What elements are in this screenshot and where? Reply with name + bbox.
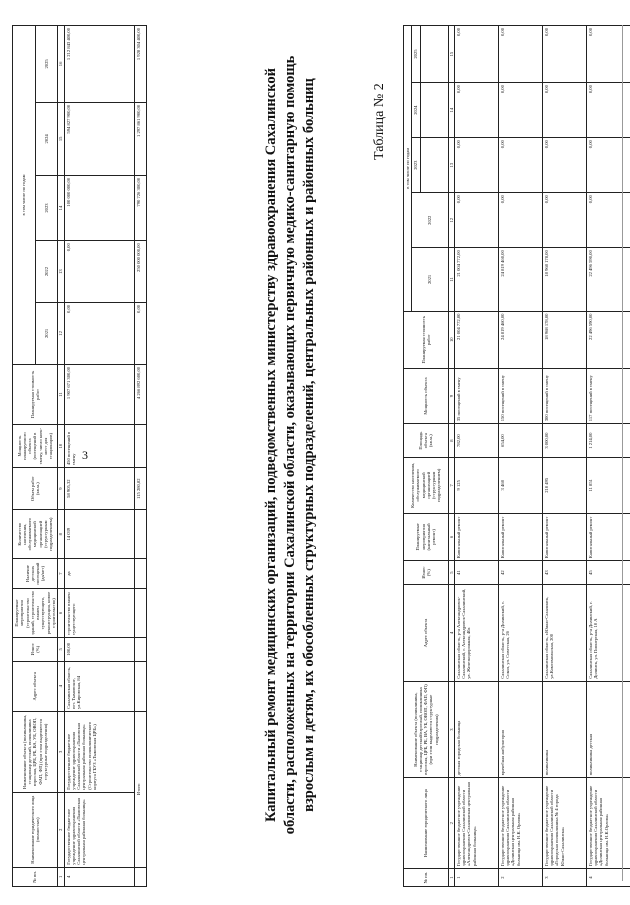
cell-total-2023: 790 726 300,00	[134, 175, 146, 240]
cell-y2021: 24 819 460,00	[498, 248, 542, 311]
cell-y2025: 0,00	[498, 26, 542, 83]
col-2023: 2023	[412, 138, 420, 193]
cell-object: детская городская больница	[454, 681, 498, 778]
col-wear: Износ (%)	[13, 638, 58, 662]
cell-children: да	[64, 559, 134, 589]
column-index-cell: 15	[58, 102, 64, 175]
cell-y2022: 0,00	[586, 193, 630, 248]
cell-capacity: 117 посещений в смену	[586, 368, 630, 423]
cell-area: 1 214,00	[586, 424, 630, 458]
cell-wear: 43	[542, 561, 586, 585]
col-num: № пп.	[404, 869, 449, 887]
col-population: Количество населения, обслуживаемого медицинской организацией (структурным подразделением)	[13, 510, 58, 559]
cell-y2021: 18 968 178,00	[542, 248, 586, 311]
cell-y2024: 0,00	[586, 83, 630, 138]
column-index-cell: 6	[448, 513, 454, 561]
cell-capacity: 300 посещений в смену	[542, 368, 586, 423]
cell-object: поликлиника детская	[586, 681, 630, 778]
column-index-cell: 5	[58, 638, 64, 662]
col-2025: 2025	[35, 26, 58, 103]
col-2025: 2025	[412, 26, 420, 83]
cell-cost: 24 819 460,00	[498, 311, 542, 368]
table-row	[454, 26, 498, 887]
col-by-years: в том числе по годам	[13, 26, 36, 365]
cell-total-2022: 250 000 000,00	[134, 241, 146, 303]
cell-num: 2	[498, 869, 542, 887]
cell-y2025: 0,00	[454, 26, 498, 83]
page-number: 3	[82, 448, 88, 462]
cell-cost: 21 004 772,00	[454, 311, 498, 368]
cell-y2021: 22 496 590,00	[586, 248, 630, 311]
col-by-years: в том числе по годам	[404, 26, 412, 312]
col-volume: Объем работ (кв.м.)	[13, 468, 58, 510]
cell-population: 11 851	[586, 458, 630, 514]
column-index-cell: 9	[448, 368, 454, 423]
col-legal-entity: Наименование юридического лица (полностью)	[13, 792, 58, 867]
column-index-cell: 13	[448, 138, 454, 193]
cell-legal: Государственное бюджетное учреждение здравоохранения Сахалинской области «Долинская центральная районная больница им. Н.К.Орлова»	[586, 778, 630, 869]
column-index-cell: 8	[58, 510, 64, 559]
cell-y2025: 0,00	[586, 26, 630, 83]
column-index-cell: 7	[448, 458, 454, 514]
column-index-cell: 1	[58, 867, 64, 886]
cell-object: поликлиника	[542, 681, 586, 778]
cell-area: 782,00	[454, 424, 498, 458]
cell-empty	[134, 510, 146, 559]
cell-y2022: 0,00	[498, 193, 542, 248]
cell-population: 210 495	[542, 458, 586, 514]
col-address: Адрес объекта	[404, 585, 449, 682]
col-cost: Планируемая стоимость работ	[404, 311, 449, 368]
cell-2024: 594 827 900,00	[64, 102, 134, 175]
cell-legal: Государственное бюджетное учреждение здравоохранения Сахалинской области «Александровск-Сахалинская центральная районная больница»	[454, 778, 498, 869]
cell-wear: 42	[498, 561, 542, 585]
column-index-cell: 9	[58, 468, 64, 510]
table-row	[64, 26, 134, 887]
cell-empty	[420, 138, 448, 193]
cell-legal: Государственное бюджетное учреждение здравоохранения Сахалинской области «Долинская центральная районная больница им. Н.К. Орлова»	[498, 778, 542, 869]
table-row	[586, 26, 630, 887]
col-capacity: Мощность объекта	[404, 368, 449, 423]
cell-num: 4	[586, 869, 630, 887]
column-index-cell: 11	[448, 248, 454, 311]
column-index-cell: 13	[58, 241, 64, 303]
cell-capacity: 150 посещений в смену	[498, 368, 542, 423]
cell-num: 4	[64, 867, 134, 886]
cell-wear: 41	[454, 561, 498, 585]
col-cost: Планируемая стоимость работ	[13, 364, 58, 424]
cell-empty	[134, 425, 146, 468]
cell-legal: Государственное бюджетное учреждение здравоохранения Сахалинской области «Городская поликлиника № 4 города Южно-Сахалинска»	[542, 778, 586, 869]
cell-cost: 1 907 671 300,00	[64, 364, 134, 424]
cell-2025: 1 212 843 400,00	[64, 26, 134, 103]
column-index-cell: 10	[448, 311, 454, 368]
cell-object: Государственное бюджетное учреждение здравоохранения Сахалинской области «Тымовская центральная районная больница» (Строительство поликлинического корпуса ГБУЗ «Тымовская ЦРБ»)	[64, 712, 134, 793]
column-index-cell: 2	[448, 778, 454, 869]
cell-y2024: 0,00	[498, 83, 542, 138]
column-index-cell: 4	[448, 585, 454, 682]
table-construction	[12, 25, 147, 887]
cell-total-cost: 4 266 892 600,00	[134, 364, 146, 424]
cell-y2024: 0,00	[454, 83, 498, 138]
cell-population: 3 468	[498, 458, 542, 514]
col-2022: 2022	[412, 193, 448, 248]
cell-legal: Государственное бюджетное учреждение здравоохранения Сахалинской области «Тымовская центральная районная больница»	[64, 792, 134, 867]
cell-planned: Капитальный ремонт	[586, 513, 630, 561]
col-planned: Планируемые мероприятия (капитальный ремонт)	[404, 513, 449, 561]
column-index-cell: 3	[58, 712, 64, 793]
cell-object: врачебная амбулатория	[498, 681, 542, 778]
cell-address: Сахалинская область, пгт. Тымовское, ул.Кировская, 84	[64, 661, 134, 711]
column-index-cell: 8	[448, 424, 454, 458]
column-index-cell: 15	[448, 26, 454, 83]
cell-empty	[420, 26, 448, 83]
cell-total-2021: 0,00	[134, 302, 146, 364]
cell-area: 3 000,00	[542, 424, 586, 458]
cell-population: 14 039	[64, 510, 134, 559]
column-index-cell: 2	[58, 792, 64, 867]
cell-capacity: 450 посещений в смену	[64, 425, 134, 468]
cell-planned: Капитальный ремонт	[542, 513, 586, 561]
cell-y2022: 0,00	[542, 193, 586, 248]
cell-wear: 100,00	[64, 638, 134, 662]
column-index-cell: 11	[58, 364, 64, 424]
col-2023: 2023	[35, 175, 58, 240]
column-index-cell: 14	[58, 175, 64, 240]
cell-address: Сахалинская область, г.Южно-Сахалинск, ул.Комсомольская, 200	[542, 585, 586, 682]
column-index-cell: 6	[58, 588, 64, 637]
column-index-cell: 1	[448, 869, 454, 887]
cell-address: Сахалинская область, р-н Долинский, г. Долинск, ул. Пионерская, 10 А	[586, 585, 630, 682]
column-index-cell: 4	[58, 661, 64, 711]
cell-2021: 0,00	[64, 302, 134, 364]
cell-area: 654,00	[498, 424, 542, 458]
column-index-cell: 5	[448, 561, 454, 585]
cell-y2021: 21 004 772,00	[454, 248, 498, 311]
table-total-row	[134, 26, 146, 887]
column-index-cell: 10	[58, 425, 64, 468]
cell-y2022: 0,00	[454, 193, 498, 248]
col-2024: 2024	[35, 102, 58, 175]
table-header-row	[404, 26, 412, 887]
bottom-rule	[622, 25, 623, 881]
cell-cost: 18 968 178,00	[542, 311, 586, 368]
column-index-cell: 7	[58, 559, 64, 589]
cell-empty	[420, 83, 448, 138]
cell-num: 3	[542, 869, 586, 887]
col-2022: 2022	[35, 241, 58, 303]
cell-y2023: 0,00	[542, 138, 586, 193]
col-children: Наличие детских посещений (да/нет)	[13, 559, 58, 589]
column-index-cell: 12	[448, 193, 454, 248]
column-index-cell: 12	[58, 302, 64, 364]
table-row	[498, 26, 542, 887]
cell-total-volume: 115 280,82	[134, 468, 146, 510]
col-area: Площадь объекта (кв.м.)	[404, 424, 449, 458]
col-address: Адрес объекта	[13, 661, 58, 711]
cell-address: Сахалинская область, р-н Долинский, с. Сокол, ул. Советская, 26	[498, 585, 542, 682]
cell-empty	[134, 588, 146, 637]
cell-num: 1	[454, 869, 498, 887]
cell-planned: Капитальный ремонт	[498, 513, 542, 561]
cell-empty	[134, 638, 146, 662]
col-legal-entity: Наименование юридического лица	[404, 778, 449, 869]
col-wear: Износ (%)	[404, 561, 449, 585]
cell-planned: Капитальный ремонт	[454, 513, 498, 561]
cell-y2025: 0,00	[542, 26, 586, 83]
cell-y2023: 0,00	[454, 138, 498, 193]
cell-address: Сахалинская область, р-н Александровск-Сахалинский, г. Александровск-Сахалинский, ул. Железнодорожная, 40а	[454, 585, 498, 682]
cell-total-label: Итого	[134, 712, 146, 868]
cell-empty	[134, 867, 146, 886]
col-2021: 2021	[412, 248, 448, 311]
col-population: Количество населения, обслуживаемого медицинской организацией (структурным подразделением)	[404, 458, 449, 514]
cell-volume: 58 905,32	[64, 468, 134, 510]
cell-y2023: 0,00	[586, 138, 630, 193]
column-index-cell: 14	[448, 83, 454, 138]
cell-planned: строительство взамен существующего	[64, 588, 134, 637]
table-row	[542, 26, 586, 887]
col-object: Наименование объекта (поликлиника, стационар детский/взрослый, поликлиника взрослая, ЦРБ, РБ, ВА, УБ, ОВОП, ФАП, ФП) (при этом выделяются структурные подразделения)	[404, 681, 449, 778]
cell-wear: 45	[586, 561, 630, 585]
cell-y2024: 0,00	[542, 83, 586, 138]
cell-cost: 22 496 590,00	[586, 311, 630, 368]
col-2021: 2021	[35, 302, 58, 364]
cell-2022: 0,00	[64, 241, 134, 303]
col-object: Наименование объекта (поликлиника, стационар детский, поликлиника взрослая, ЦРБ, РБ, ВА, УБ, ОВОП, ФАП, ФП) (при этом выделяются структурные подразделения)	[13, 712, 58, 793]
cell-total-2024: 1 297 861 900,00	[134, 102, 146, 175]
table-header-row	[13, 26, 36, 887]
table-number-label: Таблица № 2	[372, 83, 387, 160]
cell-empty	[134, 661, 146, 711]
cell-empty	[134, 559, 146, 589]
section-heading: Капитальный ремонт медицинских организаций, подведомственных министерству здравоохранения Сахалинской области, расположенных на территории Сахалинской области, оказывающих первичную медико-санитарную помощь взрослым и детям, их обособленных структурных подразделений, центральных районных и районных больниц	[263, 55, 317, 835]
col-planned: Планируемые мероприятия (строительство зданий, строительство взамен существующего, реконструкция, новое строительство)	[13, 588, 58, 637]
column-index-cell: 16	[58, 26, 64, 103]
cell-population: 9 125	[454, 458, 498, 514]
cell-total-2025: 1 928 304 400,00	[134, 26, 146, 103]
col-num: № пп.	[13, 867, 58, 886]
column-index-cell: 3	[448, 681, 454, 778]
cell-2023: 100 000 000,00	[64, 175, 134, 240]
table-capital-repair	[403, 25, 630, 887]
cell-y2023: 0,00	[498, 138, 542, 193]
col-2024: 2024	[412, 83, 420, 138]
col-capacity: Мощность планируемого объекта (посещений в смену, число коек-мест для стационаров)	[13, 425, 58, 468]
cell-capacity: 35 посещений в смену	[454, 368, 498, 423]
